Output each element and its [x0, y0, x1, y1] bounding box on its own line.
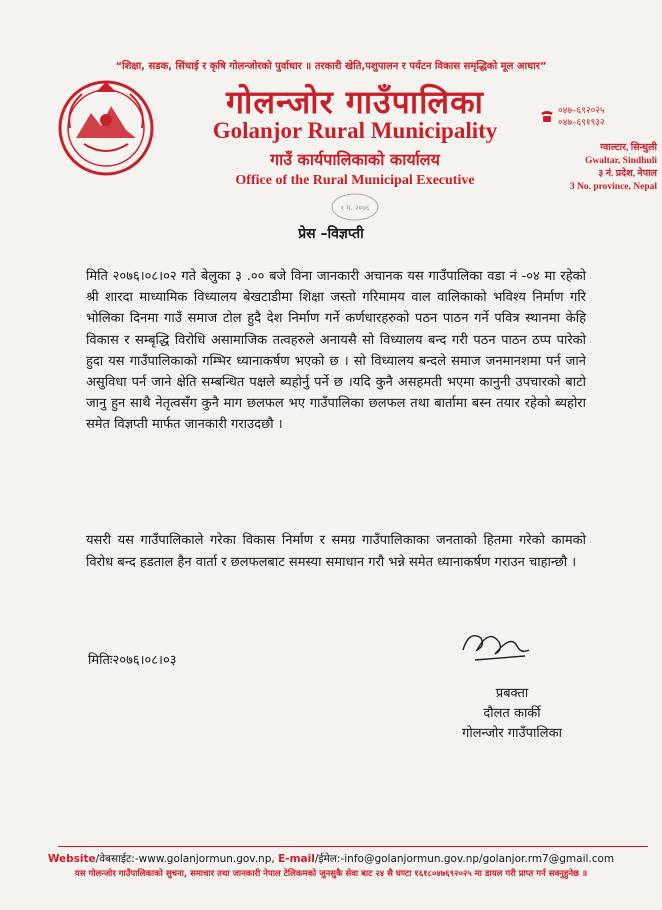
address-line-np-1: ग्वाल्टार, सिन्धुली [600, 143, 657, 153]
body-paragraph-1: मिति २०७६।०८।०२ गते बेलुका ३ .०० बजे विना जानकारी अचानक यस गाउँपालिका वडा नं -०४ मा रहेको श्री शारदा माध्यामिक विध्यालय बेखटाडीमा शिक्षा जस्तो गरिमामय वाल वालिकाको भविश्य निर्माण गरि भोलिका दिनमा गाउँ समाज टोल हुदै देश निर्माण गर्ने कर्णधारहरुको पठन पाठन गर्ने पवित्र स्थानमा केहि विकास र सम्बृद्धि विरोधि असामाजिक तत्वहरुले अनायसै सो विध्यालय बन्द गरी पठन पाठन ठप्प पारेको हुदा यस गाउँपालिकाको गम्भिर ध्यानाकर्षण भएको छ । सो विध्यालय बन्दले समाज जनमानशमा पर्न जाने असुविधा पर्न जाने क्षेति सम्बन्धित पक्षले ब्यहोर्नु पर्ने छ ।यदि कुनै असहमती भएमा कानुनी उपचारको बाटो जानु हुन साथै नेतृत्वसँग कुनै माग छलफल भए गाउँपालिका छलफल तथा बार्तामा बस्न तयार रहेको ब्यहोरा समेत विज्ञप्ती मार्फत जानकारी गराउदछौ । [86, 269, 586, 433]
address-line-en-2: 3 No. province, Nepal [569, 182, 657, 192]
nepal-emblem-icon [56, 78, 156, 178]
municipality-title-english: Golanjor Rural Municipality [212, 118, 498, 143]
office-stamp [330, 192, 380, 222]
municipality-title-nepali: गोलन्जोर गाउँपालिका [226, 83, 484, 121]
email-label: E-mail [278, 853, 315, 865]
email-link[interactable]: info@golanjormun.gov.np/golanjor.rm7@gmail.com [344, 853, 615, 865]
office-title-english: Office of the Rural Municipal Executive [235, 173, 475, 188]
body-paragraph-2: यसरी यस गाउँपालिकाले गरेका विकास निर्माण र समग्र गाउँपालिकाका जनताको हितमा गरेको कामको विरोध बन्द हडताल हैन वार्ता र छलफलबाट समस्या समाधान गरौ भन्ने समेत ध्यानाकर्षण गराउन चाहान्छौ । [86, 533, 586, 570]
footer-divider [58, 846, 648, 847]
office-title-nepali: गाउँ कार्यपालिकाको कार्यालय [270, 150, 440, 169]
address-line-en-1: Gwaltar, Sindhuli [585, 156, 657, 166]
phone-number-1: ०४७–६९२०२५ [558, 106, 605, 116]
phone-numbers [558, 105, 605, 129]
website-link[interactable]: www.golanjormun.gov.np, [138, 853, 275, 865]
footer-contact-line [0, 852, 662, 866]
document-date: मितिः२०७६।०८।०३ [88, 653, 177, 668]
signer-role: प्रबक्ता [495, 686, 529, 701]
address-line-np-2: ३ नं. प्रदेश, नेपाल [598, 169, 657, 179]
email-label-np: /ईमेल:- [314, 853, 345, 865]
stamp-text: १ म. २०७६ [340, 204, 370, 212]
signer-block [432, 684, 592, 744]
website-label: Website [47, 853, 96, 865]
letterhead-slogan: “शिक्षा, सडक, सिंचाई र कृषि गोलन्जोरको पुर्वाधार ॥ तरकारी खेति,पशुपालन र पर्यटन विकास समृद्धिको मूल आधार” [115, 61, 547, 72]
signer-organization: गोलन्जोर गाउँपालिका [462, 726, 562, 741]
telephone-icon [540, 109, 554, 123]
website-label-np: /वेबसाईट:- [95, 853, 139, 865]
handwritten-signature [455, 620, 535, 670]
signer-name: दौलत कार्की [483, 706, 541, 721]
footer-notice-line: यस गोलन्जोर गाउँपालिकाको सुचना, समाचार तथा जानकारी नेपाल टेलिकमको जुनसुकै सेवा बाट २४ सै घण्टा १६१८०४७६९२०२५ मा डायल गरी प्राप्त गर्न सक्नुहुनेछ ॥ [74, 869, 588, 879]
document-title: प्रेस –विज्ञप्ती [298, 226, 364, 242]
address-block [537, 142, 657, 194]
phone-number-2: ०४७–६९१९३२ [558, 118, 605, 128]
